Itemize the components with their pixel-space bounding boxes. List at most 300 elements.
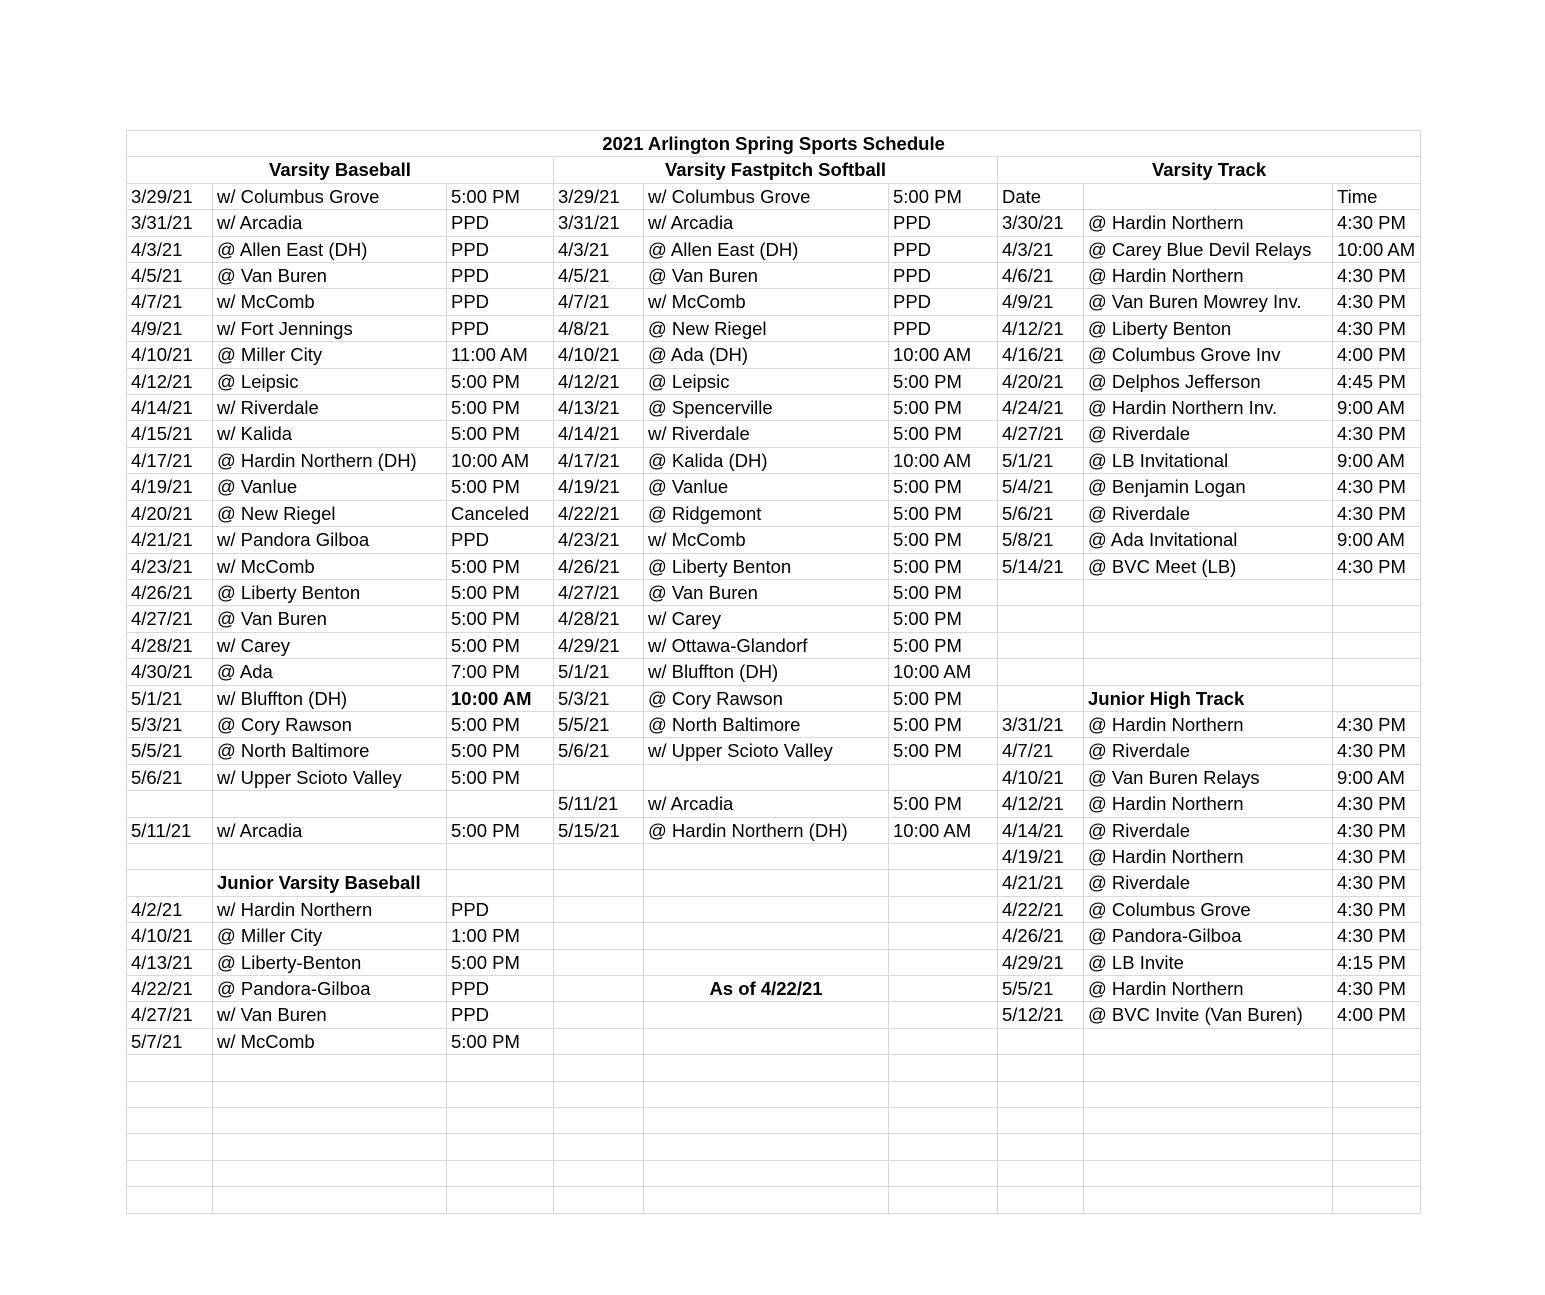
softball-time-cell[interactable]: PPD (889, 315, 998, 341)
track-opponent-cell[interactable]: @ Riverdale (1084, 738, 1333, 764)
softball-date-cell[interactable] (554, 949, 644, 975)
baseball-opponent-cell[interactable]: @ Miller City (213, 923, 447, 949)
softball-date-cell[interactable]: 4/7/21 (554, 289, 644, 315)
track-opponent-cell[interactable]: Junior High Track (1084, 685, 1333, 711)
baseball-date-cell[interactable]: 4/27/21 (127, 1002, 213, 1028)
track-date-cell[interactable]: 5/4/21 (998, 474, 1084, 500)
track-opponent-cell[interactable]: @ Columbus Grove Inv (1084, 342, 1333, 368)
baseball-date-cell[interactable]: 5/6/21 (127, 764, 213, 790)
track-opponent-cell[interactable]: @ Pandora-Gilboa (1084, 923, 1333, 949)
baseball-time-cell[interactable]: 5:00 PM (447, 553, 554, 579)
softball-time-cell[interactable]: 5:00 PM (889, 183, 998, 209)
softball-date-cell[interactable] (554, 843, 644, 869)
track-date-cell[interactable]: 4/24/21 (998, 395, 1084, 421)
track-opponent-cell[interactable] (1084, 606, 1333, 632)
track-opponent-cell[interactable]: @ Riverdale (1084, 817, 1333, 843)
baseball-opponent-cell[interactable] (213, 1081, 447, 1107)
baseball-opponent-cell[interactable]: @ Pandora-Gilboa (213, 976, 447, 1002)
baseball-opponent-cell[interactable] (213, 1055, 447, 1081)
baseball-date-cell[interactable] (127, 1160, 213, 1186)
baseball-opponent-cell[interactable]: @ Van Buren (213, 263, 447, 289)
track-opponent-cell[interactable] (1084, 1187, 1333, 1213)
track-time-cell[interactable]: 9:00 AM (1333, 764, 1421, 790)
baseball-time-cell[interactable] (447, 1081, 554, 1107)
track-time-cell[interactable] (1333, 1055, 1421, 1081)
baseball-time-cell[interactable] (447, 1187, 554, 1213)
softball-time-cell[interactable]: PPD (889, 210, 998, 236)
baseball-opponent-cell[interactable]: w/ McComb (213, 553, 447, 579)
softball-opponent-cell[interactable] (644, 1108, 889, 1134)
track-time-cell[interactable]: 4:30 PM (1333, 711, 1421, 737)
softball-opponent-cell[interactable]: @ Leipsic (644, 368, 889, 394)
baseball-time-cell[interactable] (447, 1108, 554, 1134)
softball-time-cell[interactable]: 5:00 PM (889, 632, 998, 658)
baseball-opponent-cell[interactable]: w/ Hardin Northern (213, 896, 447, 922)
softball-opponent-cell[interactable]: @ Cory Rawson (644, 685, 889, 711)
baseball-time-cell[interactable] (447, 870, 554, 896)
softball-date-cell[interactable]: 5/1/21 (554, 659, 644, 685)
baseball-opponent-cell[interactable]: w/ Columbus Grove (213, 183, 447, 209)
baseball-opponent-cell[interactable] (213, 843, 447, 869)
track-date-cell[interactable]: 5/1/21 (998, 447, 1084, 473)
track-opponent-cell[interactable]: @ Hardin Northern (1084, 791, 1333, 817)
baseball-date-cell[interactable]: 4/20/21 (127, 500, 213, 526)
baseball-date-cell[interactable]: 5/3/21 (127, 711, 213, 737)
baseball-time-cell[interactable]: PPD (447, 263, 554, 289)
baseball-time-cell[interactable]: 5:00 PM (447, 711, 554, 737)
baseball-opponent-cell[interactable]: w/ Bluffton (DH) (213, 685, 447, 711)
softball-date-cell[interactable]: 4/23/21 (554, 527, 644, 553)
softball-opponent-cell[interactable]: @ North Baltimore (644, 711, 889, 737)
softball-time-cell[interactable]: 5:00 PM (889, 421, 998, 447)
baseball-opponent-cell[interactable]: w/ Van Buren (213, 1002, 447, 1028)
softball-opponent-cell[interactable] (644, 1081, 889, 1107)
softball-opponent-cell[interactable]: w/ McComb (644, 527, 889, 553)
track-time-cell[interactable] (1333, 1187, 1421, 1213)
softball-date-cell[interactable]: 5/11/21 (554, 791, 644, 817)
baseball-time-cell[interactable]: 5:00 PM (447, 395, 554, 421)
track-date-cell[interactable]: 5/5/21 (998, 976, 1084, 1002)
track-time-cell[interactable] (1333, 606, 1421, 632)
track-date-cell[interactable]: 4/14/21 (998, 817, 1084, 843)
baseball-opponent-cell[interactable]: @ Leipsic (213, 368, 447, 394)
baseball-opponent-cell[interactable]: w/ Pandora Gilboa (213, 527, 447, 553)
softball-opponent-cell[interactable]: As of 4/22/21 (644, 976, 889, 1002)
softball-date-cell[interactable] (554, 870, 644, 896)
softball-time-cell[interactable]: 5:00 PM (889, 553, 998, 579)
softball-time-cell[interactable] (889, 1134, 998, 1160)
track-date-cell[interactable] (998, 632, 1084, 658)
softball-opponent-cell[interactable]: w/ Upper Scioto Valley (644, 738, 889, 764)
baseball-date-cell[interactable] (127, 1081, 213, 1107)
baseball-time-cell[interactable]: 11:00 AM (447, 342, 554, 368)
baseball-date-cell[interactable] (127, 1108, 213, 1134)
softball-opponent-cell[interactable]: w/ Arcadia (644, 210, 889, 236)
baseball-time-cell[interactable]: 5:00 PM (447, 606, 554, 632)
softball-date-cell[interactable]: 5/3/21 (554, 685, 644, 711)
track-opponent-cell[interactable]: @ Hardin Northern (1084, 843, 1333, 869)
track-opponent-cell[interactable] (1084, 1028, 1333, 1054)
track-opponent-cell[interactable]: @ Hardin Northern (1084, 263, 1333, 289)
softball-date-cell[interactable]: 4/10/21 (554, 342, 644, 368)
softball-opponent-cell[interactable]: w/ McComb (644, 289, 889, 315)
track-date-cell[interactable]: 4/9/21 (998, 289, 1084, 315)
baseball-date-cell[interactable]: 4/27/21 (127, 606, 213, 632)
softball-time-cell[interactable]: 5:00 PM (889, 500, 998, 526)
track-time-cell[interactable]: Time (1333, 183, 1421, 209)
track-opponent-cell[interactable]: @ Hardin Northern (1084, 210, 1333, 236)
track-time-cell[interactable]: 4:30 PM (1333, 738, 1421, 764)
softball-opponent-cell[interactable] (644, 1002, 889, 1028)
baseball-opponent-cell[interactable]: @ Miller City (213, 342, 447, 368)
softball-time-cell[interactable]: 5:00 PM (889, 527, 998, 553)
softball-time-cell[interactable]: 5:00 PM (889, 791, 998, 817)
softball-time-cell[interactable]: 10:00 AM (889, 342, 998, 368)
softball-opponent-cell[interactable]: @ Ridgemont (644, 500, 889, 526)
softball-opponent-cell[interactable]: @ Van Buren (644, 263, 889, 289)
track-date-cell[interactable] (998, 1160, 1084, 1186)
baseball-time-cell[interactable]: PPD (447, 315, 554, 341)
track-time-cell[interactable] (1333, 659, 1421, 685)
track-time-cell[interactable]: 4:30 PM (1333, 421, 1421, 447)
track-date-cell[interactable] (998, 1108, 1084, 1134)
track-date-cell[interactable]: 4/16/21 (998, 342, 1084, 368)
track-time-cell[interactable]: 4:30 PM (1333, 500, 1421, 526)
track-date-cell[interactable]: 5/8/21 (998, 527, 1084, 553)
softball-opponent-cell[interactable]: @ New Riegel (644, 315, 889, 341)
track-opponent-cell[interactable] (1084, 632, 1333, 658)
baseball-time-cell[interactable]: PPD (447, 896, 554, 922)
track-time-cell[interactable]: 4:00 PM (1333, 1002, 1421, 1028)
track-opponent-cell[interactable]: @ Van Buren Relays (1084, 764, 1333, 790)
track-time-cell[interactable] (1333, 579, 1421, 605)
track-opponent-cell[interactable]: @ Van Buren Mowrey Inv. (1084, 289, 1333, 315)
softball-opponent-cell[interactable]: @ Hardin Northern (DH) (644, 817, 889, 843)
softball-date-cell[interactable]: 5/15/21 (554, 817, 644, 843)
softball-time-cell[interactable] (889, 976, 998, 1002)
softball-date-cell[interactable]: 5/6/21 (554, 738, 644, 764)
track-opponent-cell[interactable]: @ Riverdale (1084, 500, 1333, 526)
track-time-cell[interactable] (1333, 632, 1421, 658)
baseball-date-cell[interactable] (127, 1187, 213, 1213)
softball-opponent-cell[interactable] (644, 1160, 889, 1186)
baseball-date-cell[interactable]: 4/12/21 (127, 368, 213, 394)
baseball-date-cell[interactable]: 4/26/21 (127, 579, 213, 605)
track-date-cell[interactable]: 5/14/21 (998, 553, 1084, 579)
baseball-opponent-cell[interactable]: w/ Riverdale (213, 395, 447, 421)
baseball-opponent-cell[interactable]: w/ Arcadia (213, 817, 447, 843)
baseball-time-cell[interactable]: 5:00 PM (447, 368, 554, 394)
softball-opponent-cell[interactable] (644, 870, 889, 896)
softball-opponent-cell[interactable] (644, 764, 889, 790)
track-date-cell[interactable]: 5/6/21 (998, 500, 1084, 526)
softball-time-cell[interactable] (889, 1028, 998, 1054)
softball-time-cell[interactable] (889, 923, 998, 949)
baseball-date-cell[interactable]: 4/13/21 (127, 949, 213, 975)
track-date-cell[interactable]: 4/6/21 (998, 263, 1084, 289)
baseball-time-cell[interactable] (447, 1160, 554, 1186)
softball-date-cell[interactable]: 4/5/21 (554, 263, 644, 289)
track-date-cell[interactable]: 5/12/21 (998, 1002, 1084, 1028)
baseball-date-cell[interactable]: 4/23/21 (127, 553, 213, 579)
baseball-date-cell[interactable]: 4/22/21 (127, 976, 213, 1002)
baseball-date-cell[interactable]: 5/7/21 (127, 1028, 213, 1054)
baseball-date-cell[interactable] (127, 843, 213, 869)
softball-opponent-cell[interactable] (644, 1187, 889, 1213)
softball-date-cell[interactable]: 4/17/21 (554, 447, 644, 473)
baseball-opponent-cell[interactable]: @ Liberty-Benton (213, 949, 447, 975)
softball-time-cell[interactable] (889, 1055, 998, 1081)
softball-time-cell[interactable] (889, 1081, 998, 1107)
track-time-cell[interactable]: 4:30 PM (1333, 896, 1421, 922)
track-date-cell[interactable] (998, 606, 1084, 632)
baseball-time-cell[interactable]: PPD (447, 210, 554, 236)
softball-date-cell[interactable]: 3/31/21 (554, 210, 644, 236)
track-time-cell[interactable]: 4:30 PM (1333, 870, 1421, 896)
softball-opponent-cell[interactable] (644, 1028, 889, 1054)
softball-opponent-cell[interactable]: @ Kalida (DH) (644, 447, 889, 473)
softball-date-cell[interactable]: 5/5/21 (554, 711, 644, 737)
baseball-date-cell[interactable]: 5/11/21 (127, 817, 213, 843)
baseball-opponent-cell[interactable]: w/ McComb (213, 289, 447, 315)
track-time-cell[interactable]: 4:00 PM (1333, 342, 1421, 368)
track-time-cell[interactable] (1333, 1134, 1421, 1160)
softball-date-cell[interactable] (554, 1134, 644, 1160)
track-time-cell[interactable]: 9:00 AM (1333, 527, 1421, 553)
track-opponent-cell[interactable]: @ Carey Blue Devil Relays (1084, 236, 1333, 262)
softball-date-cell[interactable]: 4/12/21 (554, 368, 644, 394)
baseball-time-cell[interactable]: 7:00 PM (447, 659, 554, 685)
softball-date-cell[interactable]: 4/29/21 (554, 632, 644, 658)
track-time-cell[interactable] (1333, 685, 1421, 711)
baseball-opponent-cell[interactable]: w/ Carey (213, 632, 447, 658)
baseball-opponent-cell[interactable] (213, 1187, 447, 1213)
track-opponent-cell[interactable]: @ Delphos Jefferson (1084, 368, 1333, 394)
baseball-time-cell[interactable]: PPD (447, 236, 554, 262)
track-time-cell[interactable]: 4:30 PM (1333, 263, 1421, 289)
track-time-cell[interactable] (1333, 1028, 1421, 1054)
track-opponent-cell[interactable]: @ Riverdale (1084, 421, 1333, 447)
baseball-opponent-cell[interactable]: w/ Fort Jennings (213, 315, 447, 341)
softball-date-cell[interactable]: 4/13/21 (554, 395, 644, 421)
track-time-cell[interactable]: 4:30 PM (1333, 553, 1421, 579)
baseball-opponent-cell[interactable]: @ Vanlue (213, 474, 447, 500)
track-date-cell[interactable]: 4/27/21 (998, 421, 1084, 447)
baseball-opponent-cell[interactable]: w/ Arcadia (213, 210, 447, 236)
track-opponent-cell[interactable] (1084, 1160, 1333, 1186)
track-opponent-cell[interactable]: @ Liberty Benton (1084, 315, 1333, 341)
baseball-time-cell[interactable]: PPD (447, 1002, 554, 1028)
softball-date-cell[interactable]: 4/14/21 (554, 421, 644, 447)
softball-opponent-cell[interactable]: w/ Ottawa-Glandorf (644, 632, 889, 658)
softball-time-cell[interactable] (889, 764, 998, 790)
baseball-opponent-cell[interactable]: @ Allen East (DH) (213, 236, 447, 262)
softball-time-cell[interactable]: 5:00 PM (889, 685, 998, 711)
softball-date-cell[interactable] (554, 1055, 644, 1081)
track-time-cell[interactable]: 4:45 PM (1333, 368, 1421, 394)
track-date-cell[interactable]: 3/31/21 (998, 711, 1084, 737)
softball-date-cell[interactable]: 4/28/21 (554, 606, 644, 632)
track-time-cell[interactable]: 4:30 PM (1333, 791, 1421, 817)
softball-opponent-cell[interactable]: @ Allen East (DH) (644, 236, 889, 262)
baseball-date-cell[interactable]: 4/17/21 (127, 447, 213, 473)
softball-time-cell[interactable] (889, 1108, 998, 1134)
softball-date-cell[interactable]: 4/27/21 (554, 579, 644, 605)
baseball-date-cell[interactable]: 4/10/21 (127, 923, 213, 949)
softball-date-cell[interactable]: 4/22/21 (554, 500, 644, 526)
track-date-cell[interactable] (998, 1028, 1084, 1054)
track-date-cell[interactable] (998, 685, 1084, 711)
baseball-date-cell[interactable] (127, 1134, 213, 1160)
baseball-date-cell[interactable]: 4/10/21 (127, 342, 213, 368)
softball-opponent-cell[interactable]: @ Vanlue (644, 474, 889, 500)
track-opponent-cell[interactable]: @ BVC Invite (Van Buren) (1084, 1002, 1333, 1028)
softball-opponent-cell[interactable]: w/ Arcadia (644, 791, 889, 817)
baseball-date-cell[interactable]: 5/5/21 (127, 738, 213, 764)
softball-date-cell[interactable]: 4/26/21 (554, 553, 644, 579)
baseball-opponent-cell[interactable] (213, 791, 447, 817)
baseball-opponent-cell[interactable]: @ Liberty Benton (213, 579, 447, 605)
baseball-time-cell[interactable]: 5:00 PM (447, 949, 554, 975)
baseball-time-cell[interactable]: 5:00 PM (447, 764, 554, 790)
track-opponent-cell[interactable] (1084, 579, 1333, 605)
softball-date-cell[interactable]: 3/29/21 (554, 183, 644, 209)
track-date-cell[interactable]: 4/19/21 (998, 843, 1084, 869)
softball-opponent-cell[interactable]: w/ Columbus Grove (644, 183, 889, 209)
baseball-opponent-cell[interactable] (213, 1134, 447, 1160)
softball-date-cell[interactable] (554, 1160, 644, 1186)
track-opponent-cell[interactable] (1084, 1081, 1333, 1107)
baseball-date-cell[interactable]: 4/9/21 (127, 315, 213, 341)
baseball-time-cell[interactable]: PPD (447, 976, 554, 1002)
softball-time-cell[interactable]: 5:00 PM (889, 711, 998, 737)
softball-time-cell[interactable] (889, 1187, 998, 1213)
baseball-time-cell[interactable] (447, 791, 554, 817)
track-time-cell[interactable]: 4:30 PM (1333, 210, 1421, 236)
track-opponent-cell[interactable] (1084, 183, 1333, 209)
track-opponent-cell[interactable]: @ Columbus Grove (1084, 896, 1333, 922)
baseball-time-cell[interactable]: 10:00 AM (447, 447, 554, 473)
softball-opponent-cell[interactable]: w/ Riverdale (644, 421, 889, 447)
baseball-date-cell[interactable]: 4/7/21 (127, 289, 213, 315)
softball-date-cell[interactable] (554, 1187, 644, 1213)
track-time-cell[interactable] (1333, 1081, 1421, 1107)
track-date-cell[interactable] (998, 579, 1084, 605)
track-time-cell[interactable]: 4:30 PM (1333, 817, 1421, 843)
track-opponent-cell[interactable]: @ Hardin Northern (1084, 711, 1333, 737)
baseball-date-cell[interactable]: 4/30/21 (127, 659, 213, 685)
baseball-time-cell[interactable]: 1:00 PM (447, 923, 554, 949)
softball-time-cell[interactable]: 5:00 PM (889, 738, 998, 764)
baseball-time-cell[interactable]: 10:00 AM (447, 685, 554, 711)
softball-date-cell[interactable] (554, 1108, 644, 1134)
baseball-time-cell[interactable]: PPD (447, 289, 554, 315)
baseball-time-cell[interactable]: PPD (447, 527, 554, 553)
baseball-opponent-cell[interactable]: @ Cory Rawson (213, 711, 447, 737)
baseball-date-cell[interactable] (127, 1055, 213, 1081)
softball-date-cell[interactable] (554, 1081, 644, 1107)
softball-date-cell[interactable] (554, 976, 644, 1002)
track-date-cell[interactable] (998, 1187, 1084, 1213)
track-opponent-cell[interactable]: @ LB Invite (1084, 949, 1333, 975)
softball-time-cell[interactable]: 10:00 AM (889, 659, 998, 685)
baseball-date-cell[interactable]: 4/3/21 (127, 236, 213, 262)
track-date-cell[interactable]: Date (998, 183, 1084, 209)
baseball-time-cell[interactable]: 5:00 PM (447, 474, 554, 500)
baseball-date-cell[interactable]: 4/19/21 (127, 474, 213, 500)
track-time-cell[interactable]: 4:30 PM (1333, 976, 1421, 1002)
baseball-opponent-cell[interactable] (213, 1160, 447, 1186)
track-date-cell[interactable]: 4/12/21 (998, 791, 1084, 817)
softball-time-cell[interactable]: PPD (889, 236, 998, 262)
softball-date-cell[interactable] (554, 896, 644, 922)
softball-opponent-cell[interactable] (644, 843, 889, 869)
track-date-cell[interactable] (998, 1134, 1084, 1160)
softball-opponent-cell[interactable]: @ Ada (DH) (644, 342, 889, 368)
softball-time-cell[interactable]: 5:00 PM (889, 579, 998, 605)
track-date-cell[interactable] (998, 1081, 1084, 1107)
baseball-date-cell[interactable]: 4/5/21 (127, 263, 213, 289)
baseball-time-cell[interactable]: 5:00 PM (447, 183, 554, 209)
softball-opponent-cell[interactable] (644, 1134, 889, 1160)
softball-opponent-cell[interactable]: @ Spencerville (644, 395, 889, 421)
softball-opponent-cell[interactable] (644, 896, 889, 922)
softball-opponent-cell[interactable]: w/ Bluffton (DH) (644, 659, 889, 685)
baseball-date-cell[interactable]: 4/14/21 (127, 395, 213, 421)
track-date-cell[interactable]: 4/3/21 (998, 236, 1084, 262)
track-time-cell[interactable]: 4:30 PM (1333, 843, 1421, 869)
softball-time-cell[interactable]: 5:00 PM (889, 474, 998, 500)
track-time-cell[interactable]: 4:30 PM (1333, 315, 1421, 341)
softball-date-cell[interactable] (554, 1002, 644, 1028)
softball-opponent-cell[interactable]: w/ Carey (644, 606, 889, 632)
baseball-date-cell[interactable]: 5/1/21 (127, 685, 213, 711)
track-date-cell[interactable]: 4/26/21 (998, 923, 1084, 949)
track-date-cell[interactable] (998, 659, 1084, 685)
softball-date-cell[interactable]: 4/8/21 (554, 315, 644, 341)
baseball-opponent-cell[interactable]: @ New Riegel (213, 500, 447, 526)
softball-opponent-cell[interactable] (644, 923, 889, 949)
softball-time-cell[interactable] (889, 896, 998, 922)
softball-time-cell[interactable] (889, 843, 998, 869)
baseball-opponent-cell[interactable]: w/ Kalida (213, 421, 447, 447)
track-opponent-cell[interactable]: @ LB Invitational (1084, 447, 1333, 473)
softball-time-cell[interactable]: 10:00 AM (889, 447, 998, 473)
track-date-cell[interactable]: 4/29/21 (998, 949, 1084, 975)
track-opponent-cell[interactable]: @ Hardin Northern (1084, 976, 1333, 1002)
track-opponent-cell[interactable] (1084, 659, 1333, 685)
softball-time-cell[interactable]: 5:00 PM (889, 368, 998, 394)
track-opponent-cell[interactable] (1084, 1134, 1333, 1160)
baseball-date-cell[interactable]: 3/31/21 (127, 210, 213, 236)
track-opponent-cell[interactable] (1084, 1108, 1333, 1134)
baseball-opponent-cell[interactable]: @ Ada (213, 659, 447, 685)
softball-time-cell[interactable]: PPD (889, 289, 998, 315)
track-time-cell[interactable]: 4:30 PM (1333, 923, 1421, 949)
track-opponent-cell[interactable]: @ Ada Invitational (1084, 527, 1333, 553)
baseball-date-cell[interactable] (127, 870, 213, 896)
track-time-cell[interactable]: 9:00 AM (1333, 395, 1421, 421)
baseball-time-cell[interactable]: 5:00 PM (447, 579, 554, 605)
softball-date-cell[interactable] (554, 764, 644, 790)
track-date-cell[interactable]: 4/7/21 (998, 738, 1084, 764)
track-date-cell[interactable]: 4/10/21 (998, 764, 1084, 790)
baseball-date-cell[interactable]: 3/29/21 (127, 183, 213, 209)
softball-time-cell[interactable]: PPD (889, 263, 998, 289)
softball-time-cell[interactable] (889, 870, 998, 896)
softball-opponent-cell[interactable]: @ Van Buren (644, 579, 889, 605)
softball-opponent-cell[interactable] (644, 949, 889, 975)
